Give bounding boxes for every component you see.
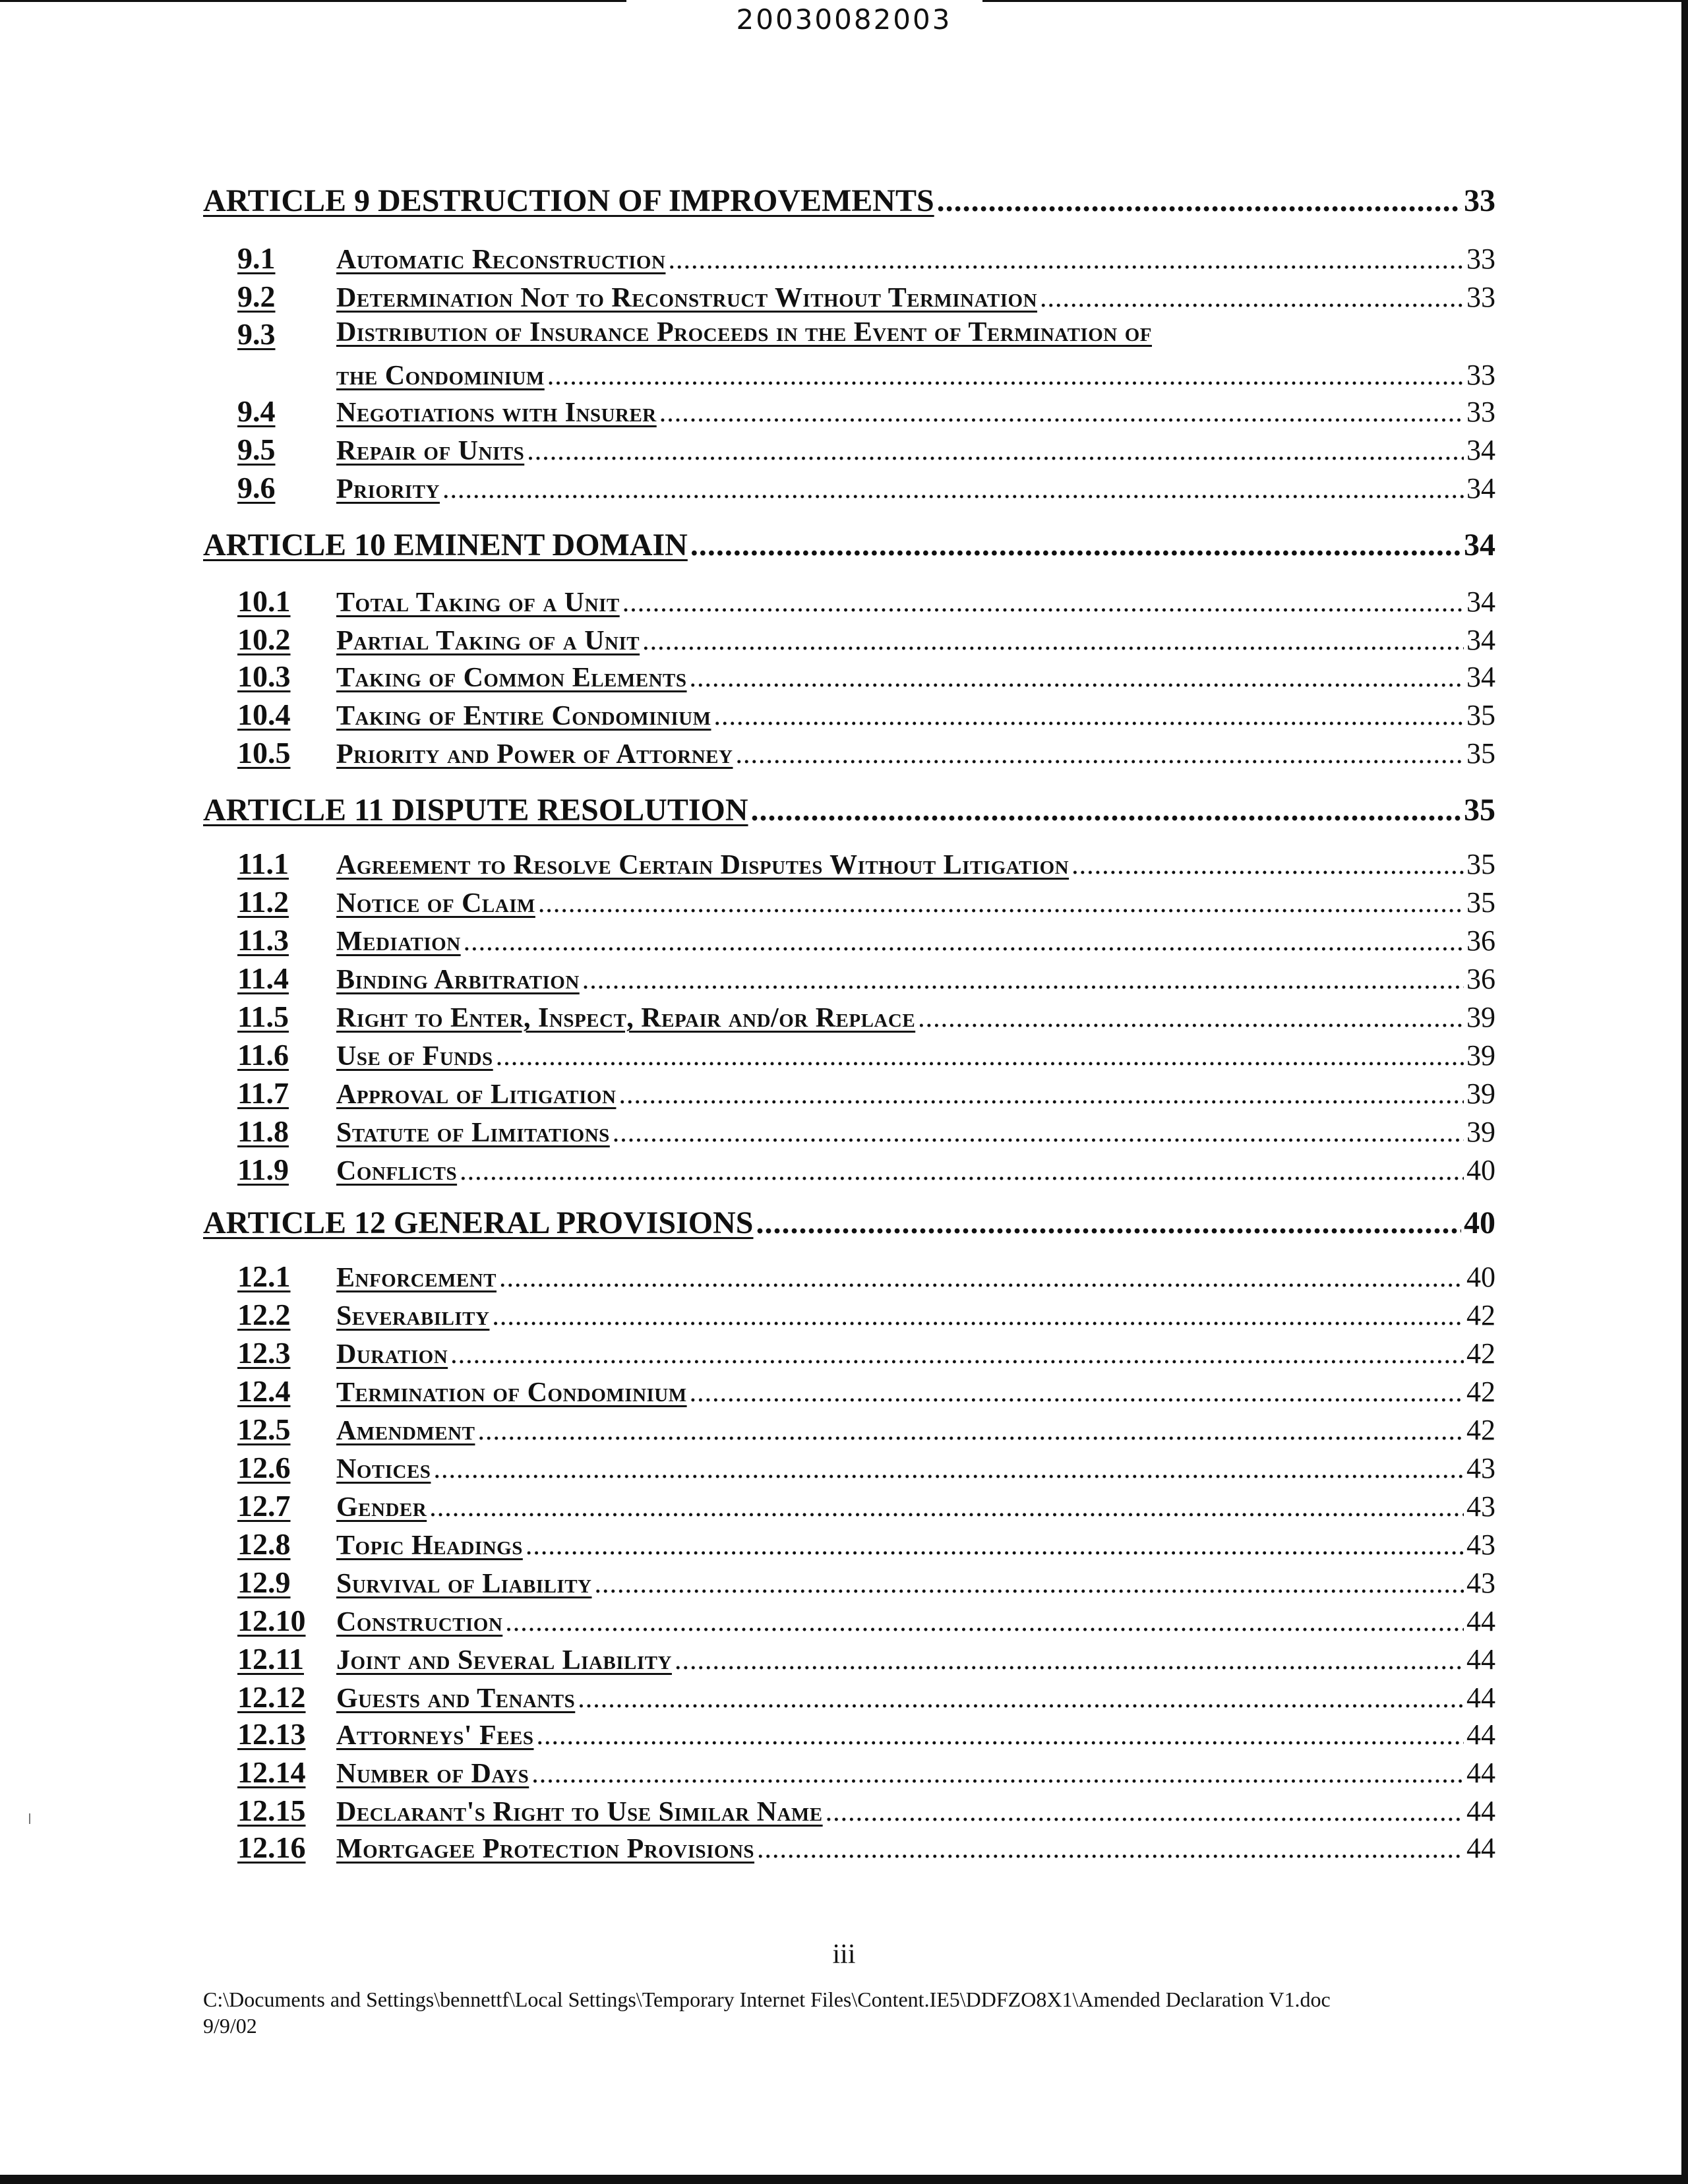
article-title: ARTICLE 11 DISPUTE RESOLUTION (203, 793, 748, 828)
page-ref: 34 (1466, 624, 1495, 656)
section-title: Taking of Entire Condominium (336, 701, 711, 731)
page-ref: 40 (1466, 1261, 1495, 1293)
section-number: 11.2 (237, 885, 289, 919)
dot-leader (595, 1568, 1464, 1600)
toc-entry-12-12[interactable] (237, 1678, 1495, 1714)
toc-entry-12-3[interactable] (237, 1333, 1495, 1370)
dot-leader (1040, 282, 1464, 314)
dot-leader (668, 244, 1464, 276)
section-number: 12.16 (237, 1831, 306, 1864)
toc-entry-11-9[interactable] (237, 1150, 1495, 1187)
section-title-line1: Distribution of Insurance Proceeds in the Event of Termination of (336, 317, 1152, 348)
toc-entry-11-4[interactable] (237, 959, 1495, 996)
toc-entry-10-5[interactable] (237, 733, 1495, 770)
page-ref: 39 (1466, 1116, 1495, 1148)
dot-leader (690, 662, 1464, 694)
toc-entry-12-13[interactable] (237, 1714, 1495, 1751)
page-ref: 44 (1466, 1643, 1495, 1676)
page-ref: 34 (1466, 472, 1495, 504)
dot-leader (442, 473, 1464, 505)
page-ref: 33 (1466, 396, 1495, 428)
section-title: Duration (336, 1339, 448, 1370)
page-ref: 40 (1464, 1205, 1495, 1240)
section-title: Approval of Litigation (336, 1079, 617, 1110)
section-number: 10.5 (237, 736, 291, 770)
section-number: 9.5 (237, 433, 276, 466)
dot-leader (659, 397, 1464, 429)
section-title: Negotiations with Insurer (336, 398, 657, 428)
page-ref: 40 (1466, 1154, 1495, 1186)
toc-entry-11-3[interactable] (237, 921, 1495, 957)
toc-entry-12-6[interactable] (237, 1448, 1495, 1485)
section-title: Construction (336, 1607, 503, 1637)
section-title-line2: the Condominium (336, 361, 545, 391)
toc-entry-12-7[interactable] (237, 1486, 1495, 1523)
dot-leader (538, 888, 1464, 919)
toc-entry-9-5[interactable] (237, 430, 1495, 467)
dot-leader (582, 964, 1464, 996)
section-title: Topic Headings (336, 1531, 523, 1561)
section-title: Notices (336, 1454, 431, 1484)
dot-leader (622, 587, 1464, 619)
dot-leader (433, 1453, 1464, 1485)
dot-leader (1071, 849, 1464, 881)
article-title: ARTICLE 12 GENERAL PROVISIONS (203, 1205, 754, 1240)
dot-leader (675, 1645, 1464, 1676)
page-ref: 33 (1464, 183, 1495, 218)
toc-entry-10-3[interactable] (237, 657, 1495, 694)
page-number: iii (832, 1939, 856, 1970)
toc-entry-12-14[interactable] (237, 1753, 1495, 1790)
section-title: Statute of Limitations (336, 1118, 610, 1148)
section-title: Joint and Several Liability (336, 1645, 672, 1676)
dot-leader (496, 1041, 1464, 1072)
section-number: 12.11 (237, 1642, 304, 1676)
toc-entry-12-15[interactable] (237, 1791, 1495, 1828)
section-title: Priority (336, 474, 440, 504)
section-number: 10.1 (237, 584, 291, 618)
scan-edge-bottom (0, 2175, 1688, 2184)
section-number: 12.6 (237, 1451, 291, 1484)
dot-leader (735, 739, 1464, 770)
toc-entry-12-11[interactable] (237, 1639, 1495, 1676)
toc-entry-12-2[interactable] (237, 1295, 1495, 1332)
article-title: ARTICLE 9 DESTRUCTION OF IMPROVEMENTS (203, 183, 934, 218)
toc-entry-11-6[interactable] (237, 1035, 1495, 1072)
section-number: 12.12 (237, 1680, 306, 1714)
page-ref: 44 (1466, 1757, 1495, 1789)
section-title: Notice of Claim (336, 888, 535, 919)
page-ref: 39 (1466, 1001, 1495, 1033)
section-title: Attorneys' Fees (336, 1720, 534, 1751)
file-path-footer (203, 1986, 1331, 2039)
toc-entry-12-10[interactable] (237, 1601, 1495, 1638)
page-ref: 35 (1466, 737, 1495, 770)
page-ref: 44 (1466, 1718, 1495, 1751)
page-ref: 35 (1466, 886, 1495, 919)
section-title: Enforcement (336, 1263, 497, 1293)
section-title: Declarant's Right to Use Similar Name (336, 1797, 823, 1827)
toc-entry-10-2[interactable] (237, 620, 1495, 657)
section-number: 11.8 (237, 1114, 289, 1148)
page-ref: 39 (1466, 1077, 1495, 1110)
dot-leader (450, 1339, 1464, 1370)
page-ref: 36 (1466, 963, 1495, 995)
section-title: Right to Enter, Inspect, Repair and/or Replace (336, 1003, 916, 1033)
page-ref: 33 (1466, 243, 1495, 275)
toc-article-12[interactable] (203, 1201, 1495, 1241)
section-number: 10.3 (237, 659, 291, 693)
section-title: Taking of Common Elements (336, 663, 687, 693)
page-ref: 35 (1466, 699, 1495, 731)
page-ref: 43 (1466, 1567, 1495, 1599)
section-number: 11.6 (237, 1038, 289, 1072)
section-number: 12.5 (237, 1412, 291, 1446)
dot-leader (531, 1758, 1464, 1790)
page-ref: 42 (1466, 1299, 1495, 1331)
section-title: Agreement to Resolve Certain Disputes Without Litigation (336, 850, 1070, 880)
dot-leader (918, 1002, 1464, 1034)
toc-entry-10-1[interactable] (237, 582, 1495, 619)
toc-entry-12-16[interactable] (237, 1828, 1495, 1865)
page-ref: 36 (1466, 925, 1495, 957)
section-title: Mediation (336, 926, 461, 957)
dot-leader (547, 360, 1464, 392)
file-path: C:\Documents and Settings\bennettf\Local Settings\Temporary Internet Files\Content.IE5\DDFZO8X1\Amended Declaration V1.doc (203, 1987, 1331, 2011)
page-ref: 43 (1466, 1490, 1495, 1523)
page-ref: 39 (1466, 1039, 1495, 1072)
page-ref: 34 (1466, 586, 1495, 618)
section-title: Total Taking of a Unit (336, 588, 620, 618)
toc-entry-12-8[interactable] (237, 1525, 1495, 1562)
section-title: Binding Arbitration (336, 965, 580, 995)
dot-leader (499, 1262, 1464, 1294)
page-ref: 33 (1466, 359, 1495, 391)
dot-leader (429, 1492, 1464, 1523)
dot-leader (460, 1155, 1464, 1187)
dot-leader (751, 792, 1461, 828)
page-ref: 44 (1466, 1832, 1495, 1864)
section-title: Amendment (336, 1416, 475, 1446)
page-ref: 34 (1466, 434, 1495, 466)
toc-entry-12-4[interactable] (237, 1372, 1495, 1409)
dot-leader (477, 1415, 1464, 1447)
dot-leader (505, 1606, 1464, 1638)
dot-leader (618, 1079, 1464, 1110)
document-number: 20030082003 (736, 3, 952, 36)
page-ref: 42 (1466, 1414, 1495, 1446)
section-number: 12.10 (237, 1604, 306, 1637)
section-title: Severability (336, 1301, 490, 1331)
section-title: Mortgagee Protection Provisions (336, 1834, 755, 1864)
dot-leader (642, 625, 1464, 657)
dot-leader (527, 435, 1464, 467)
article-title: ARTICLE 10 EMINENT DOMAIN (203, 528, 688, 562)
page-ref: 44 (1466, 1795, 1495, 1827)
scan-edge-right (1681, 0, 1688, 2184)
toc-article-10[interactable] (203, 524, 1495, 563)
section-title: Repair of Units (336, 436, 525, 466)
section-title: Number of Days (336, 1759, 529, 1789)
section-number: 11.5 (237, 1000, 289, 1033)
scan-speck (29, 1813, 30, 1824)
section-number: 9.1 (237, 241, 276, 275)
section-title: Guests and Tenants (336, 1684, 576, 1714)
page-ref: 43 (1466, 1529, 1495, 1561)
print-date: 9/9/02 (203, 2014, 257, 2038)
dot-leader (826, 1796, 1464, 1828)
section-title: Gender (336, 1492, 427, 1523)
section-number: 11.9 (237, 1153, 289, 1186)
section-number: 12.13 (237, 1717, 306, 1751)
dot-leader (757, 1833, 1464, 1865)
page-ref: 35 (1464, 793, 1495, 828)
page-ref: 34 (1464, 528, 1495, 562)
section-number: 11.7 (237, 1076, 289, 1110)
section-number: 11.3 (237, 923, 289, 957)
section-number: 10.2 (237, 622, 291, 656)
toc-entry-12-1[interactable] (237, 1257, 1495, 1294)
toc-entry-10-4[interactable] (237, 695, 1495, 732)
page-ref: 44 (1466, 1682, 1495, 1714)
toc-entry-12-5[interactable] (237, 1410, 1495, 1447)
page-ref: 42 (1466, 1376, 1495, 1408)
section-number: 12.7 (237, 1489, 291, 1523)
page-ref: 33 (1466, 281, 1495, 313)
toc-entry-9-1[interactable] (237, 239, 1495, 276)
toc-entry-9-6[interactable] (237, 468, 1495, 505)
toc-entry-9-2[interactable] (237, 277, 1495, 314)
section-title: Survival of Liability (336, 1569, 592, 1599)
section-title: Determination Not to Reconstruct Without Termination (336, 283, 1038, 313)
page-ref: 42 (1466, 1337, 1495, 1370)
section-number: 10.4 (237, 698, 291, 731)
section-number: 12.3 (237, 1336, 291, 1370)
toc-entry-11-2[interactable] (237, 882, 1495, 919)
section-title: Automatic Reconstruction (336, 245, 666, 275)
dot-leader (756, 1205, 1462, 1241)
section-title: Conflicts (336, 1156, 458, 1186)
dot-leader (526, 1530, 1464, 1562)
toc-article-11[interactable] (203, 789, 1495, 828)
section-number: 9.6 (237, 471, 276, 504)
page-ref: 44 (1466, 1605, 1495, 1637)
section-number: 12.15 (237, 1794, 306, 1827)
dot-leader (537, 1720, 1464, 1751)
dot-leader (713, 700, 1464, 732)
toc-entry-12-9[interactable] (237, 1563, 1495, 1600)
dot-leader (690, 527, 1461, 563)
section-title: Use of Funds (336, 1041, 493, 1072)
section-title: Priority and Power of Attorney (336, 739, 733, 770)
toc-entry-9-4[interactable] (237, 392, 1495, 429)
page-ref: 34 (1466, 661, 1495, 693)
dot-leader (690, 1377, 1464, 1409)
section-number: 12.14 (237, 1755, 306, 1789)
section-number: 12.1 (237, 1259, 291, 1293)
section-number: 9.2 (237, 280, 276, 313)
page-ref: 35 (1466, 848, 1495, 880)
section-number: 9.3 (237, 317, 276, 351)
section-number: 12.9 (237, 1565, 291, 1599)
toc-entry-9-3[interactable] (237, 317, 1495, 394)
toc-article-9[interactable] (203, 179, 1495, 219)
section-title: Partial Taking of a Unit (336, 626, 640, 656)
page-ref: 43 (1466, 1452, 1495, 1484)
section-number: 9.4 (237, 394, 276, 428)
section-title: Termination of Condominium (336, 1378, 687, 1408)
dot-leader (578, 1683, 1464, 1714)
toc-entry-11-7[interactable] (237, 1074, 1495, 1110)
dot-leader (613, 1117, 1464, 1149)
section-number: 11.1 (237, 847, 289, 880)
dot-leader (937, 183, 1461, 219)
dot-leader (492, 1300, 1464, 1332)
toc-entry-11-8[interactable] (237, 1112, 1495, 1149)
toc-entry-11-5[interactable] (237, 997, 1495, 1034)
section-title-row2 (336, 355, 1495, 392)
dot-leader (464, 926, 1464, 957)
section-number: 11.4 (237, 961, 289, 995)
section-number: 12.8 (237, 1527, 291, 1561)
toc-entry-11-1[interactable] (237, 844, 1495, 881)
section-number: 12.4 (237, 1374, 291, 1408)
section-number: 12.2 (237, 1298, 291, 1331)
